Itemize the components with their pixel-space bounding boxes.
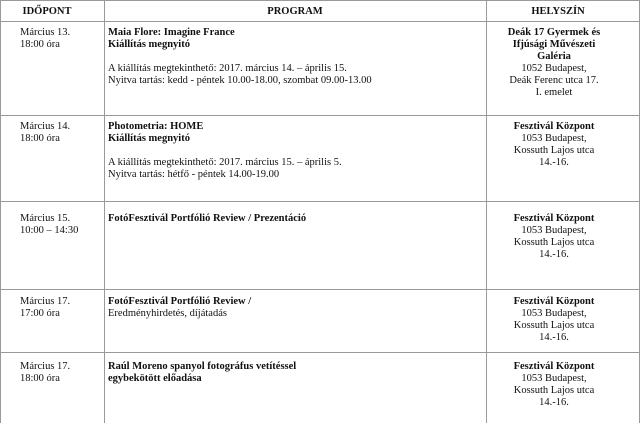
event-title: Maia Flore: Imagine France (108, 27, 235, 38)
venue-address: 1053 Budapest, (521, 308, 587, 319)
event-date: Március 17. (20, 361, 71, 372)
header-divider (0, 21, 640, 22)
event-date: Március 15. (20, 213, 71, 224)
place-cell (490, 27, 618, 99)
venue-address: 14.-16. (539, 249, 569, 260)
venue-address: 14.-16. (539, 332, 569, 343)
program-cell (108, 361, 488, 385)
row-divider (0, 201, 640, 202)
venue-address: Kossuth Lajos utca (513, 145, 595, 156)
spacer (108, 145, 488, 157)
date-cell (20, 27, 105, 51)
program-cell (108, 213, 488, 225)
date-cell (20, 121, 105, 145)
venue-address: 1052 Budapest, (521, 63, 587, 74)
event-detail: A kiállítás megtekinthető: 2017. március 14. – április 15. (108, 63, 347, 74)
table-border-left (0, 0, 1, 423)
event-title: Raúl Moreno spanyol fotográfus vetítéssel (108, 361, 297, 372)
event-detail: Nyitva tartás: hétfő - péntek 14.00-19.00 (108, 169, 280, 180)
place-cell (490, 121, 618, 169)
venue-address: 1053 Budapest, (521, 133, 587, 144)
event-time: 18:00 óra (20, 373, 60, 384)
venue-address: Kossuth Lajos utca (513, 237, 595, 248)
event-subtitle: Kiállítás megnyitó (108, 39, 190, 50)
event-subtitle: Eredményhirdetés, díjátadás (108, 308, 227, 319)
event-title: FotóFesztivál Portfólió Review / Prezentáció (108, 213, 307, 224)
event-title: FotóFesztivál Portfólió Review / (108, 296, 252, 307)
event-time: 10:00 – 14:30 (20, 225, 79, 236)
venue-address: I. emelet (535, 87, 573, 98)
venue-address: 14.-16. (539, 157, 569, 168)
venue-name: Galéria (537, 51, 571, 62)
venue-address: 14.-16. (539, 397, 569, 408)
venue-name: Fesztivál Központ (513, 213, 595, 224)
program-cell (108, 27, 488, 87)
event-date: Március 13. (20, 27, 71, 38)
place-cell (490, 361, 618, 409)
event-title: Photometria: HOME (108, 121, 204, 132)
event-date: Március 14. (20, 121, 71, 132)
column-divider (104, 0, 105, 423)
venue-address: Deák Ferenc utca 17. (509, 75, 599, 86)
row-divider (0, 115, 640, 116)
place-cell (490, 213, 618, 261)
event-subtitle: Kiállítás megnyitó (108, 133, 190, 144)
date-cell (20, 361, 105, 385)
place-cell (490, 296, 618, 344)
event-detail: Nyitva tartás: kedd - péntek 10.00-18.00, szombat 09.00-13.00 (108, 75, 372, 86)
date-cell (20, 296, 105, 320)
row-divider (0, 289, 640, 290)
program-cell (108, 296, 488, 320)
event-detail: A kiállítás megtekinthető: 2017. március 15. – április 5. (108, 157, 342, 168)
program-cell (108, 121, 488, 181)
header-program: PROGRAM (267, 6, 323, 17)
venue-name: Fesztivál Központ (513, 296, 595, 307)
date-cell (20, 213, 105, 237)
venue-address: Kossuth Lajos utca (513, 385, 595, 396)
venue-address: 1053 Budapest, (521, 225, 587, 236)
venue-name: Ifjúsági Művészeti (512, 39, 596, 50)
venue-name: Fesztivál Központ (513, 121, 595, 132)
row-divider (0, 352, 640, 353)
header-place: HELYSZÍN (531, 6, 585, 17)
venue-address: 1053 Budapest, (521, 373, 587, 384)
venue-name: Fesztivál Központ (513, 361, 595, 372)
header-date: IDŐPONT (22, 6, 72, 17)
table-border-top (0, 0, 640, 1)
venue-name: Deák 17 Gyermek és (507, 27, 601, 38)
spacer (108, 51, 488, 63)
event-time: 17:00 óra (20, 308, 60, 319)
venue-address: Kossuth Lajos utca (513, 320, 595, 331)
event-time: 18:00 óra (20, 133, 60, 144)
event-time: 18:00 óra (20, 39, 60, 50)
event-date: Március 17. (20, 296, 71, 307)
event-title: egybekötött előadása (108, 373, 202, 384)
